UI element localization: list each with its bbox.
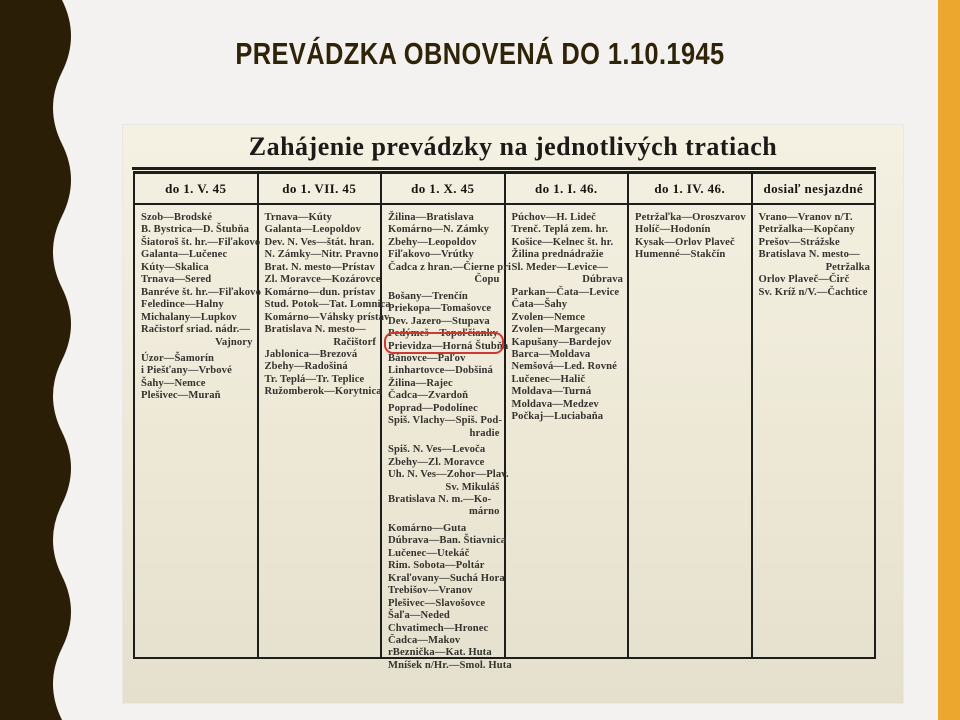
table-row: Moldava—Medzev — [511, 398, 599, 410]
column-header: do 1. V. 45 — [135, 174, 257, 205]
table-row: Košice—Kelnec št. hr. — [511, 236, 614, 248]
table-row: Galanta—Lučenec — [141, 249, 228, 261]
table-row: Zvolen—Nemce — [511, 311, 586, 323]
table-row: Rim. Sobota—Poltár — [388, 560, 485, 572]
table-row: Čadca—Makov — [388, 634, 461, 646]
table-row: Feledince—Halny — [141, 299, 224, 311]
table-row: Spiš. Vlachy—Spiš. Pod- — [388, 415, 502, 427]
table-row: Bratislava N. mesto— — [758, 249, 860, 261]
table-row: Prievidza—Horná Štubňa — [388, 340, 509, 352]
table-row: Parkan—Čata—Levice — [511, 286, 620, 298]
table-row: Linhartovce—Dobšiná — [388, 365, 493, 377]
column-body — [259, 205, 391, 399]
table-row: Úzor—Šamorín — [141, 352, 214, 364]
table-row: Sl. Meder—Levice— — [511, 261, 608, 273]
table-row: Priekopa—Tomašovce — [388, 303, 492, 315]
table-row: Kúty—Skalica — [141, 261, 209, 273]
table-row: Chvatimech—Hronec — [388, 622, 489, 634]
column-body — [753, 205, 875, 299]
right-accent-bar — [938, 0, 960, 720]
table-row: Čopu — [474, 274, 500, 286]
table-row: Holíč—Hodonín — [635, 224, 711, 236]
table-row: i Piešťany—Vrbové — [141, 365, 232, 377]
table-row: Kraľovany—Suchá Hora — [388, 572, 505, 584]
table-row: Žilina—Rajec — [388, 377, 453, 389]
table-row: Lučenec—Halič — [511, 373, 586, 385]
table-row: Petržalka—Kopčany — [758, 224, 855, 236]
table-row: Komárno—Váhsky prístav — [264, 311, 390, 323]
table-row: Dúbrava—Ban. Štiavnica — [388, 535, 507, 547]
column-header: do 1. X. 45 — [382, 174, 504, 205]
column-header: do 1. VII. 45 — [259, 174, 381, 205]
table-row: Tr. Teplá—Tr. Teplice — [264, 373, 365, 385]
table-row: Komárno—dun. prístav — [264, 286, 376, 298]
table-row: Moldava—Turná — [511, 386, 592, 398]
left-wave-decoration — [0, 0, 90, 720]
table-row: márno — [468, 506, 500, 518]
table-row: Humenné—Stakčín — [635, 249, 726, 261]
column-header: do 1. IV. 46. — [629, 174, 751, 205]
table-row: Trnava—Kúty — [264, 212, 332, 223]
table-column — [629, 174, 753, 657]
table-row: Orlov Plaveč—Čirč — [758, 274, 850, 286]
table-row: Zl. Moravce—Kozárovce — [264, 274, 381, 286]
table-row: Mníšek n/Hr.—Smol. Huta — [388, 659, 512, 671]
table-row: Žilina—Bratislava — [388, 212, 474, 223]
table-row: Pedýmeš—Topoľčianky — [388, 328, 499, 340]
table-row: Banréve št. hr.—Fiľakovo — [141, 286, 261, 298]
table-row: Ružomberok—Korytnica — [264, 386, 382, 398]
document-title: Zahájenie prevádzky na jednotlivých tratiach — [248, 132, 778, 161]
table-row: Čadca—Zvardoň — [388, 390, 469, 402]
table-row: Trnava—Sered — [141, 274, 212, 286]
table-row: Fiľakovo—Vrútky — [388, 249, 474, 261]
table-row: Uh. N. Ves—Zohor—Plav. — [388, 469, 509, 481]
column-header: dosiaľ nesjazdné — [753, 174, 875, 205]
column-header: do 1. I. 46. — [506, 174, 628, 205]
table-row: Sv. Mikuláš — [445, 481, 500, 493]
column-body — [382, 205, 512, 672]
table-row: Sv. Kríž n/V.—Čachtice — [758, 286, 868, 298]
table-row: Brat. N. mesto—Prístav — [264, 261, 375, 273]
table-row: Stud. Potok—Tat. Lomnica — [264, 299, 391, 311]
table-row: Čadca z hran.—Čierne pri — [388, 261, 512, 273]
table-row: Bratislava N. mesto— — [264, 324, 366, 336]
table-row: Prešov—Strážske — [758, 236, 840, 248]
red-annotation-box — [388, 328, 509, 353]
table-row: Zbehy—Leopoldov — [388, 236, 477, 248]
table-row: hradie — [469, 427, 500, 439]
table-row: Plešivec—Slavošovce — [388, 597, 486, 609]
table-column — [506, 174, 630, 657]
table-column — [382, 174, 512, 671]
table-row: Michalany—Lupkov — [141, 311, 237, 323]
table-row: Szob—Brodské — [141, 212, 213, 223]
table-row: Račistorf sriad. nádr.— — [141, 324, 251, 336]
table-row: Komárno—Guta — [388, 522, 467, 534]
table-row: Zbehy—Zl. Moravce — [388, 456, 485, 468]
table-row: Dúbrava — [582, 274, 623, 286]
table-row: Plešivec—Muraň — [141, 390, 221, 402]
table-row: Vajnory — [215, 336, 253, 348]
table-row: Dev. N. Ves—štát. hran. — [264, 236, 375, 248]
table-row: Bánovce—Paľov — [388, 352, 466, 364]
table-row: Lučenec—Utekáč — [388, 547, 470, 559]
table-row: Dev. Jazero—Stupava — [388, 315, 490, 327]
table-row: Komárno—N. Zámky — [388, 224, 490, 236]
table-row: Zvolen—Margecany — [511, 324, 607, 336]
table-row: Jablonica—Brezová — [264, 348, 358, 360]
table-row: Račištorf — [333, 336, 376, 348]
table-row: N. Zámky—Nitr. Pravno — [264, 249, 379, 261]
table-row: Čata—Šahy — [511, 299, 568, 311]
table-row: Zbehy—Radošiná — [264, 361, 348, 373]
table-column — [135, 174, 259, 657]
table-row: Počkaj—Luciabaňa — [511, 411, 604, 423]
table-row: Spiš. N. Ves—Levoča — [388, 444, 486, 456]
slide-title: PREVÁDZKA OBNOVENÁ DO 1.10.1945 — [235, 36, 725, 71]
table-row: Trenč. Teplá zem. hr. — [511, 224, 609, 236]
table-row: Galanta—Leopoldov — [264, 224, 361, 236]
table-row: Poprad—Podolínec — [388, 402, 478, 414]
railway-table — [133, 171, 876, 671]
table-row: Nemšová—Led. Rovné — [511, 361, 617, 373]
column-body — [506, 205, 628, 424]
column-body — [135, 205, 261, 403]
table-row: Petržalka — [825, 261, 870, 273]
table-row: Kysak—Orlov Plaveč — [635, 236, 735, 248]
table-row: Púchov—H. Lideč — [511, 212, 596, 223]
table-column — [259, 174, 391, 657]
scanned-document — [123, 125, 903, 703]
table-row: Trebišov—Vranov — [388, 585, 473, 597]
column-body — [629, 205, 751, 262]
table-row: Kapušany—Bardejov — [511, 336, 612, 348]
table-row: Barca—Moldava — [511, 348, 591, 360]
table-row: Žilina prednádražie — [511, 249, 604, 261]
table-row: Bratislava N. m.—Ko- — [388, 493, 492, 505]
table-row: Petržaľka—Oroszvarov — [635, 212, 746, 223]
table-row: Šaľa—Neded — [388, 610, 450, 622]
table-row: Šahy—Nemce — [141, 377, 206, 389]
table-row: Bošany—Trenčín — [388, 290, 468, 302]
table-column — [753, 174, 875, 657]
table-row: Vrano—Vranov n/T. — [758, 212, 853, 223]
table-row: rBeznička—Kat. Huta — [388, 647, 492, 659]
table-row: Šiatoroš št. hr.—Fiľakovo — [141, 236, 261, 248]
table-row: B. Bystrica—D. Štubňa — [141, 224, 250, 236]
